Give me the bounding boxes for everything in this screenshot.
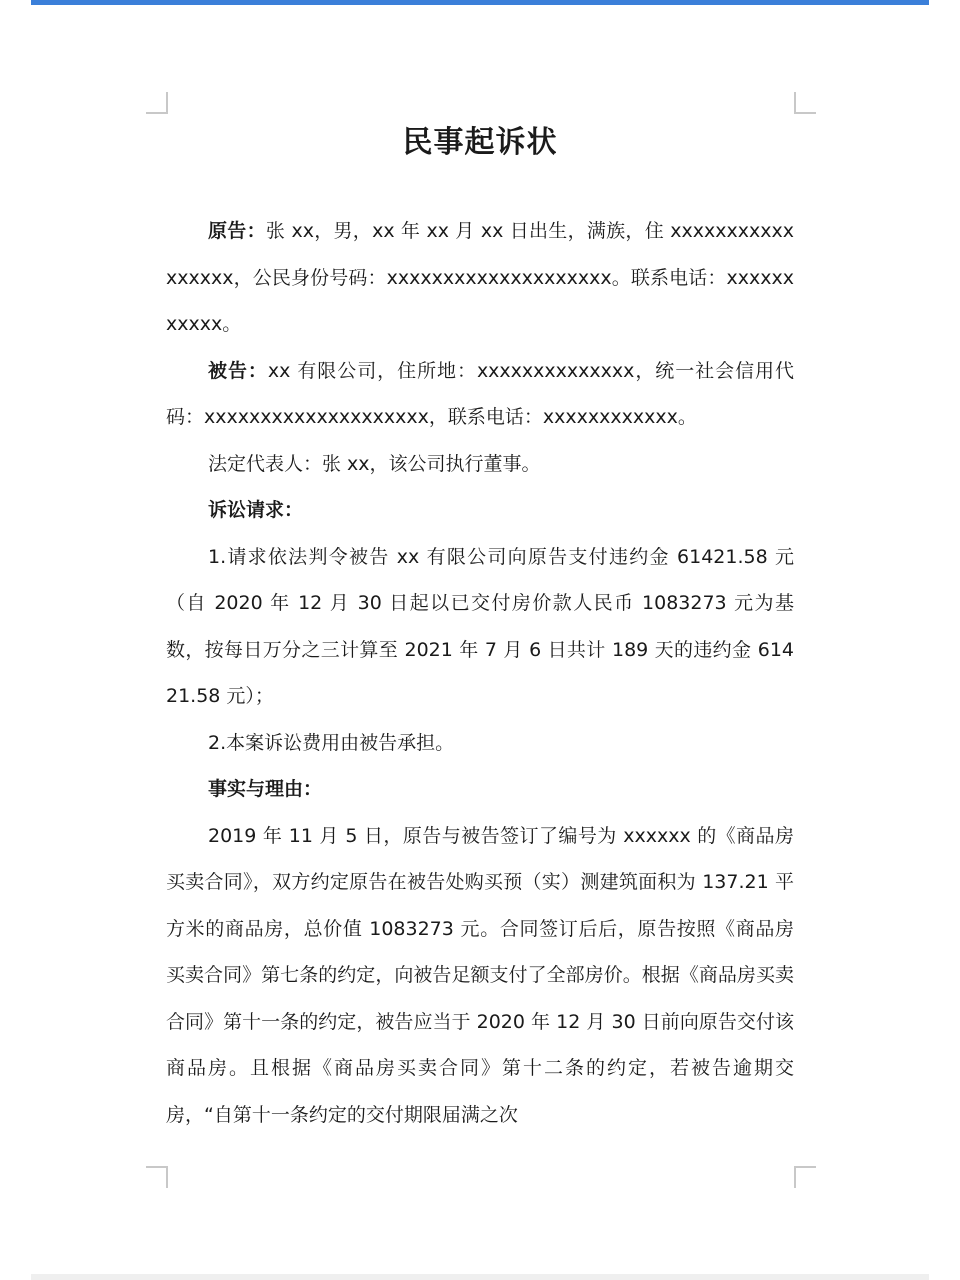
defendant-label: 被告： — [208, 359, 268, 382]
crop-mark-top-left — [146, 92, 168, 114]
plaintiff-label: 原告： — [208, 220, 266, 242]
crop-mark-top-right — [794, 92, 816, 114]
bottom-page-edge — [31, 1274, 929, 1280]
defendant-paragraph — [166, 348, 794, 441]
document-page — [166, 112, 794, 1126]
document-body — [166, 208, 794, 1138]
plaintiff-text: 张 xx，男，xx 年 xx 月 xx 日出生，满族，住 xxxxxxxxxxxxxxxxx，公民身份号码：xxxxxxxxxxxxxxxxxxxx。联系电话：xxxxxxxxxxx。 — [166, 220, 794, 335]
defendant-text: xx 有限公司，住所地：xxxxxxxxxxxxxx，统一社会信用代码：xxxxxxxxxxxxxxxxxxxx，联系电话：xxxxxxxxxxxx。 — [166, 359, 794, 428]
crop-mark-bottom-left — [146, 1166, 168, 1188]
plaintiff-paragraph — [166, 208, 794, 348]
claims-heading: 诉讼请求： — [208, 499, 304, 521]
document-title: 民事起诉状 — [402, 125, 558, 160]
legal-representative: 法定代表人：张 xx，该公司执行董事。 — [208, 452, 541, 475]
facts-paragraph: 2019 年 11 月 5 日，原告与被告签订了编号为 xxxxxx 的《商品房买卖合同》，双方约定原告在被告处购买预（实）测建筑面积为 137.21 平方米的商品房，总价值 1083273 元。合同签订后后，原告按照《商品房买卖合同》第七条的约定，向被告足额支付了全部房价。根据《商品房买卖合同》第十一条的约定，被告应当于 2020 年 12 月 30 日前向原告交付该商品房。且根据《商品房买卖合同》第十二条的约定，若被告逾期交房，“自第十一条约定的交付期限届满之次 — [166, 824, 794, 1126]
crop-mark-bottom-right — [794, 1166, 816, 1188]
facts-heading: 事实与理由： — [208, 778, 323, 800]
top-accent-bar — [31, 0, 929, 5]
claim-item-1: 1.请求依法判令被告 xx 有限公司向原告支付违约金 61421.58 元（自 2020 年 12 月 30 日起以已交付房价款人民币 1083273 元为基数，按每日万分之三计算至 2021 年 7 月 6 日共计 189 天的违约金 61421.58 元）； — [166, 545, 794, 707]
claim-item-2: 2.本案诉讼费用由被告承担。 — [208, 731, 455, 754]
